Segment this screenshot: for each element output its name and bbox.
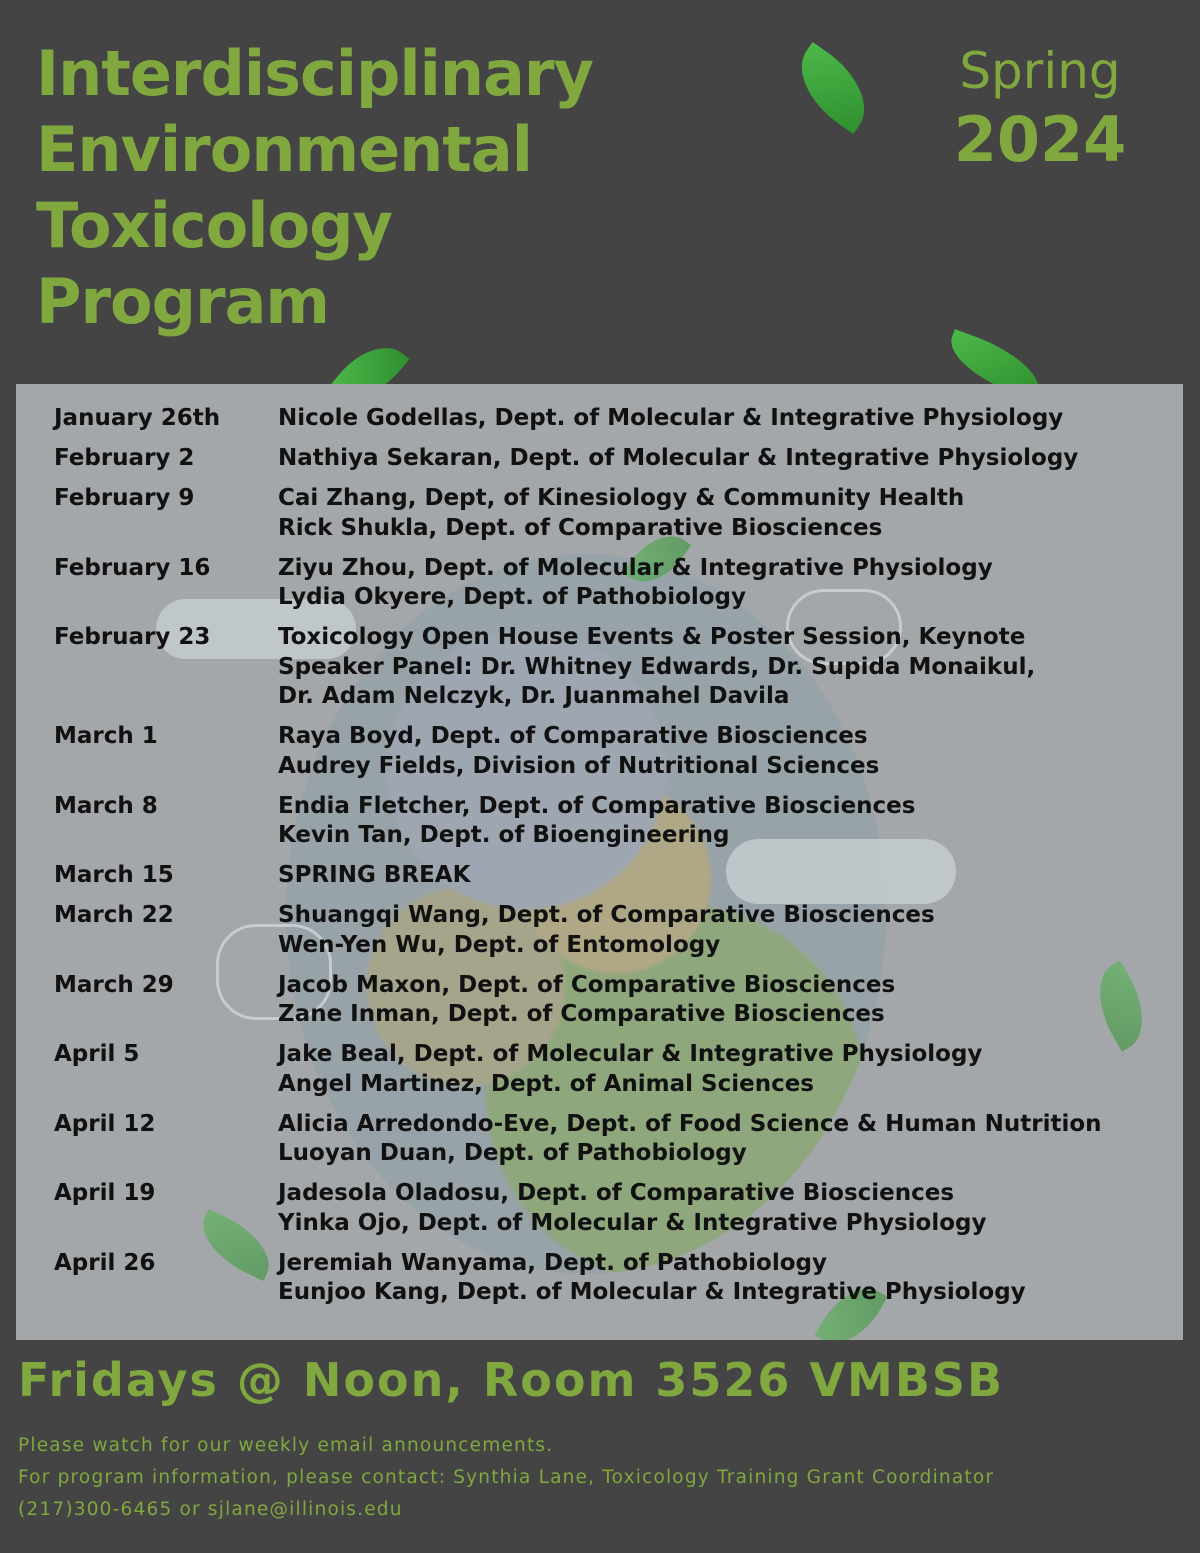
- speaker: Yinka Ojo, Dept. of Molecular & Integrative Physiology: [278, 1209, 987, 1236]
- speaker: Kevin Tan, Dept. of Bioengineering: [278, 822, 730, 848]
- title-line-3: Toxicology: [36, 189, 392, 262]
- term-label: [940, 40, 1140, 178]
- speaker: Jacob Maxon, Dept. of Comparative Biosciences: [278, 971, 896, 998]
- speaker: Lydia Okyere, Dept. of Pathobiology: [278, 584, 747, 610]
- speaker: Jadesola Oladosu, Dept. of Comparative Biosciences: [278, 1180, 955, 1206]
- season: Spring: [959, 42, 1121, 100]
- schedule-date: April 12: [54, 1110, 156, 1137]
- schedule-row: [54, 554, 1163, 613]
- schedule-date: March 15: [54, 862, 174, 888]
- schedule-row: [54, 484, 1163, 543]
- schedule-row: [54, 404, 1163, 434]
- speaker: Raya Boyd, Dept. of Comparative Biosciences: [278, 723, 868, 749]
- schedule-row: [54, 901, 1163, 960]
- speaker: Jake Beal, Dept. of Molecular & Integrative Physiology: [278, 1041, 983, 1067]
- schedule-row: [54, 1249, 1163, 1308]
- speaker: Zane Inman, Dept. of Comparative Biosciences: [278, 1001, 885, 1027]
- schedule-date: March 8: [54, 792, 158, 819]
- schedule-date: March 1: [54, 723, 158, 749]
- speaker: Endia Fletcher, Dept. of Comparative Biosciences: [278, 792, 916, 819]
- schedule-row: [54, 1179, 1163, 1238]
- title-line-2: Environmental: [36, 113, 532, 186]
- schedule-date: March 22: [54, 902, 174, 928]
- title-line-1: Interdisciplinary: [36, 37, 593, 110]
- contact-phone-email: (217)300-6465 or sjlane@illinois.edu: [18, 1499, 403, 1520]
- speaker: Rick Shukla, Dept. of Comparative Biosciences: [278, 514, 883, 541]
- schedule-date: April 19: [54, 1180, 156, 1206]
- speaker: Shuangqi Wang, Dept. of Comparative Biosciences: [278, 902, 935, 928]
- speaker: Nathiya Sekaran, Dept. of Molecular & Integrative Physiology: [278, 445, 1079, 471]
- schedule-date: January 26th: [54, 405, 221, 431]
- spring-break-label: SPRING BREAK: [278, 862, 471, 888]
- schedule-row: [54, 861, 1163, 891]
- speaker: Ziyu Zhou, Dept. of Molecular & Integrative Physiology: [278, 554, 993, 581]
- speaker: Eunjoo Kang, Dept. of Molecular & Integrative Physiology: [278, 1279, 1026, 1305]
- speaker: Wen-Yen Wu, Dept. of Entomology: [278, 931, 721, 958]
- schedule-date: February 9: [54, 485, 195, 511]
- program-title: [36, 36, 593, 340]
- announcement-note: Please watch for our weekly email announcements.: [18, 1435, 554, 1456]
- schedule-row: [54, 792, 1163, 851]
- schedule-date: February 2: [54, 445, 195, 471]
- meeting-time-location: Fridays @ Noon, Room 3526 VMBSB: [18, 1353, 1005, 1407]
- schedule-row: [54, 444, 1163, 474]
- speaker: Angel Martinez, Dept. of Animal Sciences: [278, 1070, 814, 1097]
- schedule-row: [54, 623, 1163, 712]
- event-description: Toxicology Open House Events & Poster Session, Keynote: [278, 624, 1026, 650]
- contact-info: [18, 1430, 994, 1526]
- event-description: Dr. Adam Nelczyk, Dr. Juanmahel Davila: [278, 683, 790, 709]
- schedule-date: April 5: [54, 1041, 140, 1067]
- speaker: Luoyan Duan, Dept. of Pathobiology: [278, 1140, 747, 1166]
- schedule-date: March 29: [54, 971, 174, 998]
- title-line-4: Program: [36, 265, 330, 338]
- seminar-schedule: [54, 404, 1163, 1318]
- speaker: Jeremiah Wanyama, Dept. of Pathobiology: [278, 1249, 827, 1276]
- schedule-panel: [16, 384, 1183, 1340]
- year: 2024: [953, 103, 1127, 176]
- schedule-date: February 16: [54, 554, 211, 581]
- schedule-date: February 23: [54, 624, 211, 650]
- event-description: Speaker Panel: Dr. Whitney Edwards, Dr. Supida Monaikul,: [278, 653, 1036, 680]
- schedule-row: [54, 1110, 1163, 1169]
- schedule-row: [54, 1040, 1163, 1099]
- speaker: Nicole Godellas, Dept. of Molecular & Integrative Physiology: [278, 405, 1064, 431]
- leaf-icon: [783, 42, 883, 134]
- speaker: Audrey Fields, Division of Nutritional Sciences: [278, 752, 880, 779]
- speaker: Alicia Arredondo-Eve, Dept. of Food Science & Human Nutrition: [278, 1110, 1102, 1137]
- speaker: Cai Zhang, Dept, of Kinesiology & Community Health: [278, 485, 965, 511]
- schedule-row: [54, 722, 1163, 781]
- contact-note: For program information, please contact: Synthia Lane, Toxicology Training Grant Coordinator: [18, 1467, 995, 1488]
- schedule-date: April 26: [54, 1249, 156, 1276]
- schedule-row: [54, 971, 1163, 1030]
